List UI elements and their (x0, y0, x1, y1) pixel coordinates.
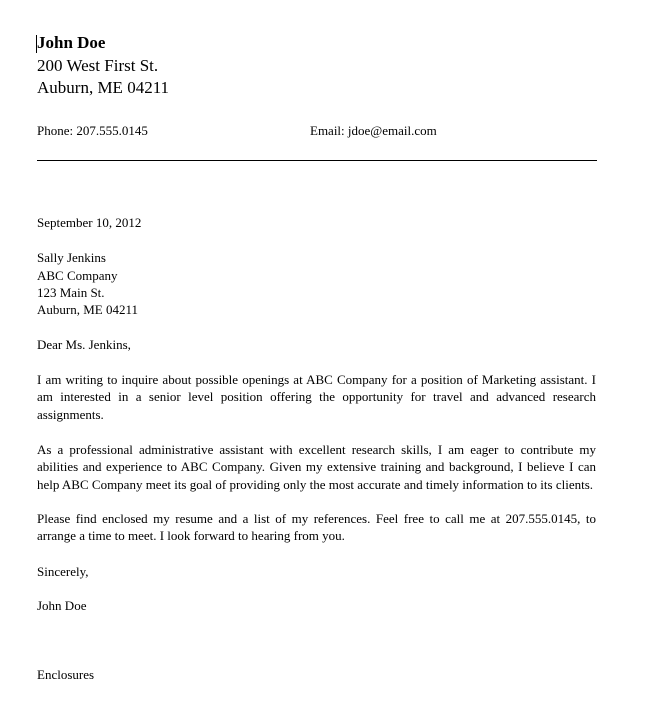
recipient-name: Sally Jenkins (37, 250, 106, 265)
recipient-city: Auburn, ME 04211 (37, 302, 138, 317)
sender-street: 200 West First St. (37, 56, 159, 75)
header-divider (37, 160, 597, 161)
sender-email: Email: jdoe@email.com (310, 123, 437, 138)
signature: John Doe (37, 598, 87, 613)
closing: Sincerely, (37, 564, 89, 579)
salutation: Dear Ms. Jenkins, (37, 337, 131, 352)
recipient-company: ABC Company (37, 268, 118, 283)
sender-phone: Phone: 207.555.0145 (37, 123, 148, 138)
sender-name: John Doe (37, 33, 106, 52)
letter-date: September 10, 2012 (37, 215, 142, 230)
recipient-street: 123 Main St. (37, 285, 105, 300)
body-paragraph-1: I am writing to inquire about possible openings at ABC Company for a position of Marketing assistant. I am interested in a senior level position offering the opportunity for travel and advanced research assignments. (37, 372, 596, 422)
body-paragraph-2: As a professional administrative assistant with excellent research skills, I am eager to contribute my abilities and experience to ABC Company. Given my extensive training and background, I believe I can help ABC Company meet its goal of providing only the most accurate and timely information to its clients. (37, 442, 596, 492)
sender-city: Auburn, ME 04211 (37, 78, 170, 97)
body-paragraph-3: Please find enclosed my resume and a list of my references. Feel free to call me at 207.555.0145, to arrange a time to meet. I look forward to hearing from you. (37, 511, 596, 544)
enclosures: Enclosures (37, 667, 95, 682)
